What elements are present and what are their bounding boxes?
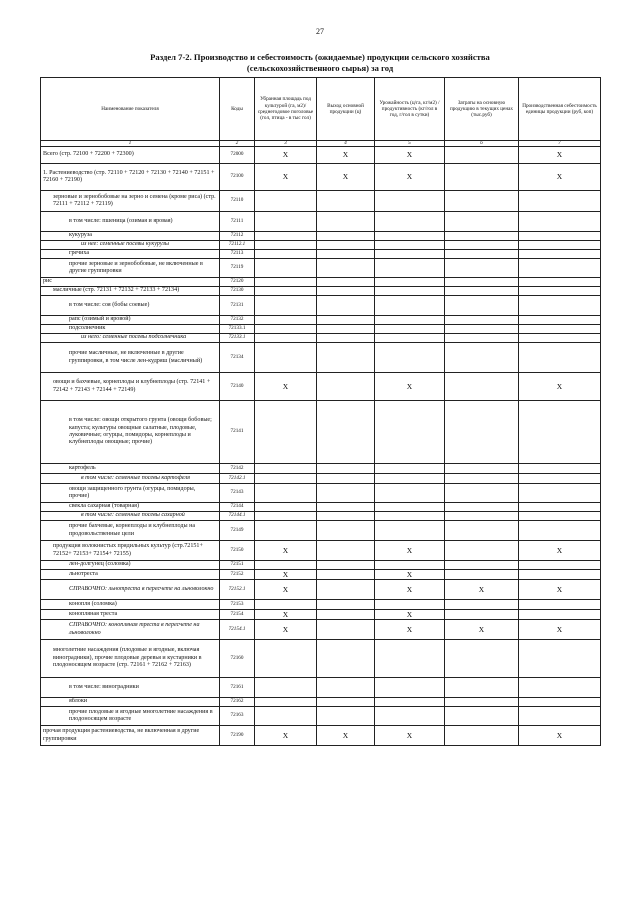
row-label: Всего (стр. 72100 + 72200 + 72300) [41, 147, 220, 164]
value-cell-c3[interactable] [255, 600, 317, 610]
production-table [40, 77, 601, 746]
table-row [41, 640, 601, 678]
table-row [41, 570, 601, 580]
row-code: 72151 [220, 561, 255, 570]
value-cell-c4[interactable] [317, 232, 375, 241]
value-cell-c7[interactable] [519, 212, 601, 232]
row-label: лен-долгунец (соломка) [41, 561, 220, 570]
value-cell-c6[interactable] [445, 343, 519, 373]
value-cell-c7[interactable] [519, 232, 601, 241]
row-label: картофель [41, 464, 220, 474]
value-cell-c5[interactable]: X [375, 726, 445, 746]
row-code: 72142 [220, 464, 255, 474]
row-code: 72132 [220, 316, 255, 325]
value-cell-c3[interactable] [255, 241, 317, 250]
value-cell-c7[interactable]: X [519, 620, 601, 640]
col-header-yield: Урожайность (ц/га, кг/м2) / продуктивность (кг/гол в год, г/гол в сутки) [375, 78, 445, 141]
table-row [41, 147, 601, 164]
row-label: СПРАВОЧНО: льнотреста в пересчете на льноволокно [41, 580, 220, 600]
table-row [41, 503, 601, 512]
value-cell-c6[interactable] [445, 561, 519, 570]
value-cell-c3[interactable] [255, 561, 317, 570]
value-cell-c4[interactable] [317, 640, 375, 678]
row-code: 72133.1 [220, 325, 255, 334]
row-label: в том числе: семенные посевы картофеля [41, 474, 220, 484]
table-row [41, 521, 601, 541]
value-cell-c6[interactable] [445, 325, 519, 334]
col-number: 6 [445, 141, 519, 147]
value-cell-c6[interactable] [445, 250, 519, 259]
value-cell-c7[interactable] [519, 259, 601, 278]
table-row [41, 343, 601, 373]
value-cell-c5[interactable] [375, 678, 445, 698]
col-number: 3 [255, 141, 317, 147]
value-cell-c7[interactable] [519, 600, 601, 610]
value-cell-c3[interactable] [255, 325, 317, 334]
row-code: 72154 [220, 610, 255, 620]
table-row [41, 484, 601, 503]
value-cell-c5[interactable] [375, 464, 445, 474]
col-number: 5 [375, 141, 445, 147]
row-code: 72141 [220, 401, 255, 464]
value-cell-c3[interactable] [255, 296, 317, 316]
value-cell-c4[interactable] [317, 512, 375, 521]
table-row [41, 325, 601, 334]
row-code: 72153 [220, 600, 255, 610]
value-cell-c5[interactable] [375, 259, 445, 278]
value-cell-c4[interactable] [317, 287, 375, 296]
row-code: 72110 [220, 191, 255, 212]
value-cell-c4[interactable] [317, 561, 375, 570]
value-cell-c7[interactable] [519, 561, 601, 570]
value-cell-c4[interactable] [317, 373, 375, 401]
row-code: 72152 [220, 570, 255, 580]
value-cell-c7[interactable] [519, 296, 601, 316]
row-label: прочая продукция растениеводства, не включенная в другие группировки [41, 726, 220, 746]
value-cell-c7[interactable]: X [519, 726, 601, 746]
value-cell-c6[interactable] [445, 287, 519, 296]
value-cell-c5[interactable]: X [375, 580, 445, 600]
value-cell-c7[interactable] [519, 278, 601, 287]
value-cell-c5[interactable] [375, 334, 445, 343]
value-cell-c3[interactable] [255, 707, 317, 726]
table-row [41, 401, 601, 464]
value-cell-c3[interactable]: X [255, 570, 317, 580]
value-cell-c4[interactable] [317, 464, 375, 474]
value-cell-c7[interactable] [519, 570, 601, 580]
row-code: 72140 [220, 373, 255, 401]
value-cell-c4[interactable]: X [317, 726, 375, 746]
value-cell-c7[interactable] [519, 512, 601, 521]
value-cell-c5[interactable]: X [375, 570, 445, 580]
value-cell-c4[interactable] [317, 191, 375, 212]
row-label: в том числе: соя (бобы соевые) [41, 296, 220, 316]
table-row [41, 232, 601, 241]
table-row [41, 580, 601, 600]
value-cell-c6[interactable] [445, 600, 519, 610]
value-cell-c6[interactable] [445, 334, 519, 343]
value-cell-c3[interactable] [255, 343, 317, 373]
section-title [40, 52, 600, 74]
value-cell-c6[interactable] [445, 401, 519, 464]
value-cell-c6[interactable] [445, 278, 519, 287]
value-cell-c3[interactable]: X [255, 373, 317, 401]
table-row [41, 698, 601, 707]
row-label: прочие масличные, не включенные в другие группировки, в том числе лен-кудряш (масличный) [41, 343, 220, 373]
row-code: 72100 [220, 164, 255, 191]
row-code: 72131 [220, 296, 255, 316]
value-cell-c5[interactable] [375, 343, 445, 373]
value-cell-c4[interactable]: X [317, 147, 375, 164]
row-label: подсолнечник [41, 325, 220, 334]
value-cell-c7[interactable]: X [519, 541, 601, 561]
value-cell-c3[interactable] [255, 512, 317, 521]
value-cell-c6[interactable] [445, 570, 519, 580]
value-cell-c5[interactable] [375, 325, 445, 334]
value-cell-c6[interactable] [445, 640, 519, 678]
table-row [41, 541, 601, 561]
value-cell-c6[interactable] [445, 164, 519, 191]
row-label: рапс (озимый и яровой) [41, 316, 220, 325]
row-code: 72000 [220, 147, 255, 164]
value-cell-c4[interactable] [317, 698, 375, 707]
col-number: 7 [519, 141, 601, 147]
value-cell-c5[interactable] [375, 698, 445, 707]
value-cell-c5[interactable] [375, 212, 445, 232]
row-code: 72144.1 [220, 512, 255, 521]
value-cell-c3[interactable] [255, 191, 317, 212]
value-cell-c6[interactable] [445, 147, 519, 164]
value-cell-c7[interactable] [519, 316, 601, 325]
value-cell-c7[interactable] [519, 325, 601, 334]
value-cell-c7[interactable] [519, 464, 601, 474]
row-label: кукуруза [41, 232, 220, 241]
value-cell-c5[interactable] [375, 512, 445, 521]
value-cell-c7[interactable] [519, 521, 601, 541]
row-code: 72152.1 [220, 580, 255, 600]
value-cell-c5[interactable]: X [375, 610, 445, 620]
row-label: зерновые и зернобобовые на зерно и семена (кроме риса) (стр. 72111 + 72112 + 72119) [41, 191, 220, 212]
value-cell-c5[interactable] [375, 296, 445, 316]
value-cell-c7[interactable] [519, 191, 601, 212]
col-header-costs: Затраты на основную продукцию в текущих ценах (тыс.руб) [445, 78, 519, 141]
value-cell-c4[interactable] [317, 570, 375, 580]
value-cell-c6[interactable] [445, 212, 519, 232]
row-code: 72163 [220, 707, 255, 726]
value-cell-c3[interactable] [255, 474, 317, 484]
row-code: 72149 [220, 521, 255, 541]
row-label: яблоки [41, 698, 220, 707]
value-cell-c4[interactable] [317, 250, 375, 259]
row-label: СПРАВОЧНО: конопляная треста в пересчете на льноволокно [41, 620, 220, 640]
value-cell-c7[interactable]: X [519, 164, 601, 191]
value-cell-c7[interactable]: X [519, 580, 601, 600]
value-cell-c3[interactable]: X [255, 620, 317, 640]
value-cell-c6[interactable] [445, 241, 519, 250]
value-cell-c5[interactable]: X [375, 541, 445, 561]
row-code: 72162 [220, 698, 255, 707]
value-cell-c3[interactable]: X [255, 147, 317, 164]
value-cell-c6[interactable] [445, 464, 519, 474]
row-label: гречиха [41, 250, 220, 259]
table-row [41, 259, 601, 278]
value-cell-c7[interactable]: X [519, 373, 601, 401]
row-label: овощи и бахчевые, корнеплоды и клубнеплоды (стр. 72141 + 72142 + 72143 + 72144 + 72149) [41, 373, 220, 401]
value-cell-c4[interactable] [317, 503, 375, 512]
value-cell-c7[interactable] [519, 287, 601, 296]
row-code: 72144 [220, 503, 255, 512]
value-cell-c3[interactable] [255, 212, 317, 232]
table-row [41, 250, 601, 259]
value-cell-c5[interactable] [375, 401, 445, 464]
value-cell-c3[interactable] [255, 464, 317, 474]
value-cell-c6[interactable] [445, 232, 519, 241]
value-cell-c4[interactable] [317, 343, 375, 373]
row-label: многолетние насаждения (плодовые и ягодные, включая виноградники), прочие плодовые деревья и кустарники в плодоносящем возрасте (стр. 72161 + 72162 + 72163) [41, 640, 220, 678]
row-label: в том числе: виноградники [41, 678, 220, 698]
row-label: в том числе: овощи открытого грунта (овощи бобовые; капуста; культуры овощные салатные, плодовые, луковичные; огурцы, помидоры, корнеплоды и клубнеплоды овощные; прочие) [41, 401, 220, 464]
table-row [41, 620, 601, 640]
section-title-line-2: (сельскохозяйственного сырья) за год [246, 63, 394, 73]
value-cell-c6[interactable] [445, 296, 519, 316]
value-cell-c4[interactable] [317, 541, 375, 561]
col-header-output: Выход основной продукции (ц) [317, 78, 375, 141]
value-cell-c5[interactable] [375, 521, 445, 541]
value-cell-c5[interactable] [375, 191, 445, 212]
table-row [41, 191, 601, 212]
row-code: 72154.1 [220, 620, 255, 640]
row-code: 72130 [220, 287, 255, 296]
value-cell-c3[interactable] [255, 250, 317, 259]
value-cell-c7[interactable] [519, 640, 601, 678]
value-cell-c5[interactable] [375, 287, 445, 296]
table-row [41, 726, 601, 746]
table-row [41, 512, 601, 521]
row-label: льнотреста [41, 570, 220, 580]
value-cell-c5[interactable] [375, 241, 445, 250]
value-cell-c7[interactable] [519, 343, 601, 373]
value-cell-c4[interactable] [317, 707, 375, 726]
value-cell-c3[interactable]: X [255, 726, 317, 746]
value-cell-c6[interactable] [445, 707, 519, 726]
value-cell-c3[interactable] [255, 278, 317, 287]
row-code: 72119 [220, 259, 255, 278]
value-cell-c3[interactable]: X [255, 610, 317, 620]
value-cell-c5[interactable] [375, 503, 445, 512]
value-cell-c5[interactable] [375, 316, 445, 325]
value-cell-c5[interactable] [375, 250, 445, 259]
table-row [41, 373, 601, 401]
value-cell-c3[interactable] [255, 678, 317, 698]
value-cell-c3[interactable] [255, 259, 317, 278]
row-label: в том числе: пшеница (озимая и яровая) [41, 212, 220, 232]
value-cell-c6[interactable] [445, 726, 519, 746]
row-code: 72113 [220, 250, 255, 259]
value-cell-c4[interactable] [317, 401, 375, 464]
table-row [41, 561, 601, 570]
value-cell-c3[interactable] [255, 521, 317, 541]
col-number: 2 [220, 141, 255, 147]
value-cell-c6[interactable] [445, 259, 519, 278]
row-label: овощи защищенного грунта (огурцы, помидоры, прочие) [41, 484, 220, 503]
col-header-name: Наименование показателя [41, 78, 220, 141]
row-code: 72150 [220, 541, 255, 561]
value-cell-c4[interactable]: X [317, 164, 375, 191]
row-label: прочие зерновые и зернобобовые, не включенные в другие группировки [41, 259, 220, 278]
table-row [41, 212, 601, 232]
value-cell-c7[interactable]: X [519, 147, 601, 164]
row-code: 72133.1 [220, 334, 255, 343]
row-code: 72161 [220, 678, 255, 698]
value-cell-c4[interactable] [317, 620, 375, 640]
row-label: рис [41, 278, 220, 287]
value-cell-c6[interactable] [445, 474, 519, 484]
value-cell-c7[interactable] [519, 678, 601, 698]
value-cell-c4[interactable] [317, 259, 375, 278]
value-cell-c7[interactable] [519, 250, 601, 259]
table-row [41, 164, 601, 191]
value-cell-c4[interactable] [317, 600, 375, 610]
value-cell-c4[interactable] [317, 212, 375, 232]
row-code: 72112.1 [220, 241, 255, 250]
row-code: 72120 [220, 278, 255, 287]
value-cell-c6[interactable]: X [445, 620, 519, 640]
value-cell-c3[interactable] [255, 401, 317, 464]
value-cell-c6[interactable]: X [445, 580, 519, 600]
value-cell-c7[interactable] [519, 698, 601, 707]
value-cell-c5[interactable]: X [375, 620, 445, 640]
value-cell-c6[interactable] [445, 512, 519, 521]
row-label: из нее: семенные посевы кукурузы [41, 241, 220, 250]
value-cell-c7[interactable] [519, 241, 601, 250]
row-label: прочие плодовые и ягодные многолетние насаждения в плодоносящем возрасте [41, 707, 220, 726]
value-cell-c3[interactable]: X [255, 541, 317, 561]
section-title-line-1: Раздел 7-2. Производство и себестоимость (ожидаемые) продукции сельского хозяйства [150, 52, 490, 62]
table-row [41, 707, 601, 726]
row-label: прочие бахчевые, корнеплоды и клубнеплоды на продовольственные цели [41, 521, 220, 541]
value-cell-c4[interactable] [317, 580, 375, 600]
value-cell-c5[interactable] [375, 232, 445, 241]
value-cell-c4[interactable] [317, 296, 375, 316]
value-cell-c3[interactable] [255, 484, 317, 503]
value-cell-c7[interactable] [519, 707, 601, 726]
value-cell-c6[interactable] [445, 503, 519, 512]
table-row [41, 334, 601, 343]
row-code: 72134 [220, 343, 255, 373]
value-cell-c5[interactable] [375, 278, 445, 287]
value-cell-c3[interactable] [255, 640, 317, 678]
value-cell-c4[interactable] [317, 484, 375, 503]
row-label: в том числе: семенные посевы сахарной [41, 512, 220, 521]
value-cell-c7[interactable] [519, 334, 601, 343]
value-cell-c6[interactable] [445, 541, 519, 561]
row-code: 72142.1 [220, 474, 255, 484]
table-row [41, 296, 601, 316]
table-row [41, 316, 601, 325]
value-cell-c6[interactable] [445, 521, 519, 541]
row-label: конопляная треста [41, 610, 220, 620]
value-cell-c4[interactable] [317, 241, 375, 250]
value-cell-c6[interactable] [445, 373, 519, 401]
value-cell-c4[interactable] [317, 278, 375, 287]
value-cell-c3[interactable]: X [255, 164, 317, 191]
table-row [41, 600, 601, 610]
value-cell-c4[interactable] [317, 316, 375, 325]
value-cell-c5[interactable]: X [375, 164, 445, 191]
row-code: 72190 [220, 726, 255, 746]
row-code: 72112 [220, 232, 255, 241]
col-header-code: Коды [220, 78, 255, 141]
value-cell-c6[interactable] [445, 316, 519, 325]
value-cell-c5[interactable] [375, 640, 445, 678]
row-label: масличные (стр. 72131 + 72132 + 72133 + 72134) [41, 287, 220, 296]
row-label: конопля (соломка) [41, 600, 220, 610]
value-cell-c6[interactable] [445, 610, 519, 620]
value-cell-c6[interactable] [445, 678, 519, 698]
row-label: 1. Растениеводство (стр. 72110 + 72120 + 72130 + 72140 + 72151 + 72160 + 72190) [41, 164, 220, 191]
value-cell-c4[interactable] [317, 334, 375, 343]
value-cell-c5[interactable]: X [375, 373, 445, 401]
table-row [41, 678, 601, 698]
value-cell-c7[interactable] [519, 474, 601, 484]
table-row [41, 287, 601, 296]
row-label: свекла сахарная (товарная) [41, 503, 220, 512]
table-row [41, 610, 601, 620]
value-cell-c3[interactable] [255, 316, 317, 325]
value-cell-c6[interactable] [445, 484, 519, 503]
row-code: 72160 [220, 640, 255, 678]
value-cell-c5[interactable]: X [375, 147, 445, 164]
value-cell-c4[interactable] [317, 521, 375, 541]
row-code: 72143 [220, 484, 255, 503]
value-cell-c4[interactable] [317, 474, 375, 484]
value-cell-c3[interactable] [255, 334, 317, 343]
col-number: 1 [41, 141, 220, 147]
value-cell-c3[interactable]: X [255, 580, 317, 600]
value-cell-c4[interactable] [317, 678, 375, 698]
value-cell-c6[interactable] [445, 191, 519, 212]
value-cell-c4[interactable] [317, 610, 375, 620]
col-header-area: Убранная площадь под культурой (га, м2)/ среднегодовое поголовье (гол, птица - в тыс гол) [255, 78, 317, 141]
value-cell-c3[interactable] [255, 698, 317, 707]
table-row [41, 278, 601, 287]
value-cell-c5[interactable] [375, 600, 445, 610]
value-cell-c3[interactable] [255, 503, 317, 512]
value-cell-c6[interactable] [445, 698, 519, 707]
value-cell-c5[interactable] [375, 474, 445, 484]
col-header-unit-cost: Производственная себестоимость единицы продукции (руб, коп) [519, 78, 601, 141]
value-cell-c5[interactable] [375, 561, 445, 570]
row-label: из него: семенные посевы подсолнечника [41, 334, 220, 343]
page-number: 27 [316, 27, 324, 36]
value-cell-c3[interactable] [255, 232, 317, 241]
value-cell-c5[interactable] [375, 707, 445, 726]
value-cell-c7[interactable] [519, 484, 601, 503]
row-label: продукция волокнистых прядильных культур (стр.72151+ 72152+ 72153+ 72154+ 72155) [41, 541, 220, 561]
value-cell-c7[interactable] [519, 401, 601, 464]
value-cell-c4[interactable] [317, 325, 375, 334]
table-row [41, 241, 601, 250]
row-code: 72111 [220, 212, 255, 232]
table-row [41, 474, 601, 484]
value-cell-c7[interactable] [519, 503, 601, 512]
col-number: 4 [317, 141, 375, 147]
table-row [41, 464, 601, 474]
value-cell-c5[interactable] [375, 484, 445, 503]
value-cell-c7[interactable] [519, 610, 601, 620]
value-cell-c3[interactable] [255, 287, 317, 296]
